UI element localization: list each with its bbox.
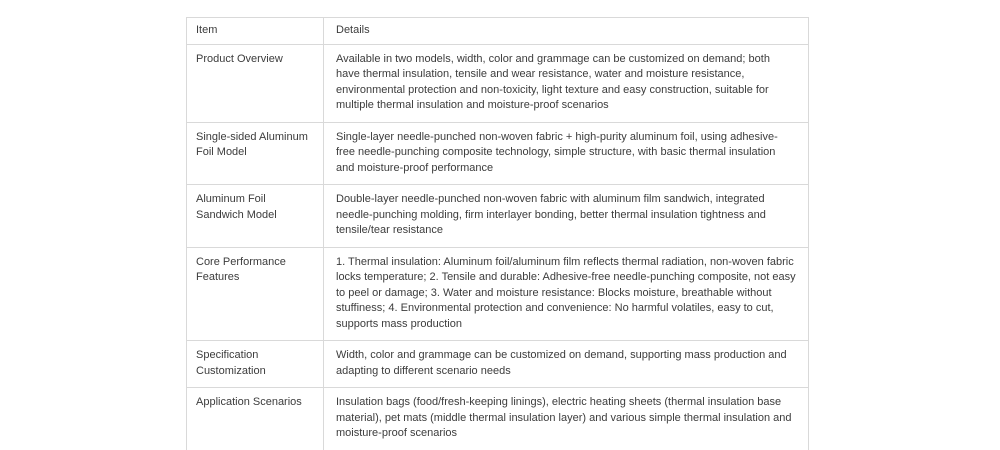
column-header-item: Item (187, 18, 324, 45)
details-cell: Insulation bags (food/fresh-keeping linings), electric heating sheets (thermal insulation base material), pet mats (middle thermal insulation layer) and various simple thermal insulation and moisture-proof scenarios (324, 388, 809, 450)
item-cell: Specification Customization (187, 341, 324, 388)
details-cell: Double-layer needle-punched non-woven fabric with aluminum film sandwich, integrated needle-punching molding, firm interlayer bonding, better thermal insulation tightness and tensile/tear resistance (324, 185, 809, 248)
item-cell: Aluminum Foil Sandwich Model (187, 185, 324, 248)
details-cell: Available in two models, width, color and grammage can be customized on demand; both have thermal insulation, tensile and wear resistance, water and moisture resistance, environmental protection and non-toxicity, light texture and easy construction, suitable for multiple thermal insulation and moisture-proof scenarios (324, 44, 809, 122)
table-row-single-sided-model (187, 122, 809, 185)
table-header-row (187, 18, 809, 45)
column-header-details: Details (324, 18, 809, 45)
details-cell: 1. Thermal insulation: Aluminum foil/aluminum film reflects thermal radiation, non-woven fabric locks temperature; 2. Tensile and durable: Adhesive-free needle-punching composite, not easy to peel or damage; 3. Water and moisture resistance: Blocks moisture, breathable without stuffiness; 4. Environmental protection and convenience: No harmful volatiles, easy to cut, supports mass production (324, 247, 809, 341)
table-row-product-overview (187, 44, 809, 122)
item-cell: Product Overview (187, 44, 324, 122)
table-row-sandwich-model (187, 185, 809, 248)
item-cell: Application Scenarios (187, 388, 324, 450)
details-cell: Width, color and grammage can be customized on demand, supporting mass production and adapting to different scenario needs (324, 341, 809, 388)
table-row-application-scenarios (187, 388, 809, 450)
table-row-specification-customization (187, 341, 809, 388)
product-info-table (186, 17, 809, 450)
item-cell: Core Performance Features (187, 247, 324, 341)
table-row-core-performance (187, 247, 809, 341)
item-cell: Single-sided Aluminum Foil Model (187, 122, 324, 185)
details-cell: Single-layer needle-punched non-woven fabric + high-purity aluminum foil, using adhesive-free needle-punching composite technology, simple structure, with basic thermal insulation and moisture-proof performance (324, 122, 809, 185)
